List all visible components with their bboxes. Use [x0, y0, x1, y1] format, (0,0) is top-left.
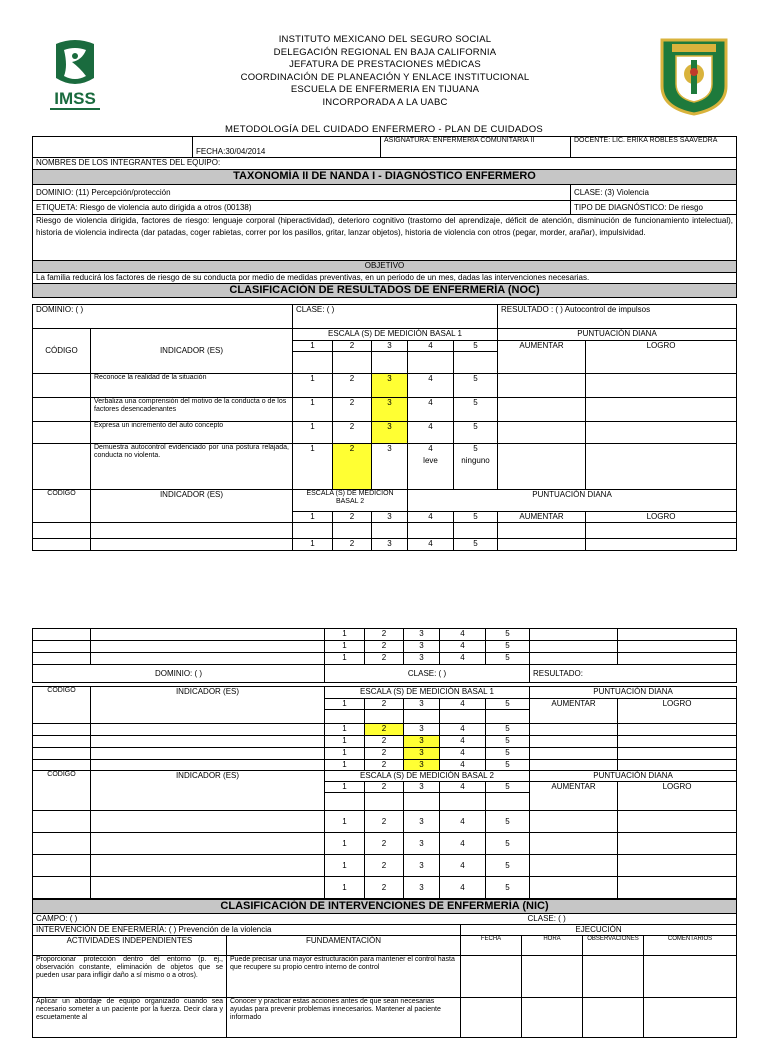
codigo-cell: [33, 374, 91, 398]
score-cell: 4: [440, 877, 486, 899]
score-cell: 4: [440, 629, 486, 641]
codigo-cell: [33, 422, 91, 444]
score-cell: 5: [454, 374, 498, 398]
score-cell: 5: [486, 653, 530, 665]
score-cell: 4: [440, 736, 486, 748]
score-cell: 1: [325, 748, 365, 760]
score-cell: 3: [404, 653, 440, 665]
score-cell: 2: [365, 877, 404, 899]
noc2-dominio: DOMINIO: ( ): [33, 665, 325, 683]
scale-2: 2: [333, 341, 372, 352]
puntuacion-header: PUNTUACIÓN DIANA: [530, 771, 737, 782]
score-cell: 4: [440, 855, 486, 877]
nanda-etiqueta: ETIQUETA: Riesgo de violencia auto dirigida a otros (00138): [33, 201, 571, 215]
noc-clase: CLASE: ( ): [293, 305, 498, 329]
nanda-factores: Riesgo de violencia dirigida, factores de riesgo: lenguaje corporal (hiperactividad), deterioro cognitivo (trastorno del aprendizaje, déficit de atención, disminución de funcionamiento intelectual), historia de violencia indirecta (dar patadas, coger rabietas, correr por los pasillos, gritar, lanzar objetos), historia de violencia con otros (pegar, morder, arañar), impulsividad.: [33, 215, 737, 261]
score-cell: 2: [333, 422, 372, 444]
score-cell: 3: [372, 539, 408, 551]
score-cell: 5: [486, 724, 530, 736]
score-cell-selected: 3: [372, 422, 408, 444]
nic-title: CLASIFICACIÓN DE INTERVENCIONES DE ENFERMERÍA (NIC): [33, 900, 737, 914]
score-cell: 3: [404, 855, 440, 877]
logro-header: LOGRO: [618, 782, 737, 811]
score-cell: 1: [293, 422, 333, 444]
scale-5: 5: [454, 341, 498, 352]
score-cell: 4: [408, 398, 454, 422]
institution-line: ESCUELA DE ENFERMERIA EN TIJUANA: [290, 84, 480, 96]
nic-intervencion: INTERVENCIÓN DE ENFERMERÍA: ( ) Prevención de la violencia: [33, 925, 461, 936]
puntuacion-header: PUNTUACIÓN DIANA: [498, 329, 737, 341]
score-cell: 5: [486, 641, 530, 653]
fecha-header: FECHA: [461, 936, 522, 956]
score-cell: 3: [404, 811, 440, 833]
institution-lines: [170, 34, 600, 110]
score-cell: 1: [325, 877, 365, 899]
score-cell: 4: [408, 374, 454, 398]
score-cell: 1: [325, 855, 365, 877]
scale-3: 3: [372, 512, 408, 523]
institution-line: INSTITUTO MEXICANO DEL SEGURO SOCIAL: [278, 34, 492, 45]
blank-cell: [33, 137, 193, 158]
score-cell: 2: [365, 653, 404, 665]
scale-4: 4: [408, 341, 454, 352]
imss-logo-text: IMSS: [54, 89, 96, 108]
scale-2: 2: [365, 699, 404, 710]
indicador-header: INDICADOR (ES): [91, 687, 325, 724]
scale-2: 2: [365, 782, 404, 793]
scale-3: 3: [404, 782, 440, 793]
escala-header: ESCALA (S) DE MEDICIÓN BASAL 2: [293, 490, 408, 512]
score-cell: 5: [454, 422, 498, 444]
objetivo-label: OBJETIVO: [33, 261, 737, 273]
integrantes-cell: NOMBRES DE LOS INTEGRANTES DEL EQUIPO:: [33, 158, 737, 170]
ninguno-label: ninguno: [461, 456, 490, 465]
nic-clase: CLASE: ( ): [522, 914, 737, 925]
logro-header: LOGRO: [586, 512, 737, 523]
score-cell: 4: [440, 748, 486, 760]
objetivo-text: La familia reducirá los factores de riesgo de su conducta por medio de medidas preventivas, en un periodo de un mes, dadas las intervenciones necesarias.: [33, 273, 737, 284]
score-cell: 4: [440, 811, 486, 833]
escala-header: ESCALA (S) DE MEDICIÓN BASAL 1: [325, 687, 530, 699]
escala-header: ESCALA (S) DE MEDICIÓN BASAL 1: [293, 329, 498, 341]
institution-line: JEFATURA DE PRESTACIONES MÉDICAS: [289, 59, 481, 71]
score-cell: 2: [365, 833, 404, 855]
score-cell: 4: [440, 833, 486, 855]
score-cell: 2: [333, 398, 372, 422]
score-cell: 3: [404, 724, 440, 736]
scale-1: 1: [293, 341, 333, 352]
score-cell: 5: [486, 629, 530, 641]
score-cell: 5: [486, 855, 530, 877]
indicador-header: INDICADOR (ES): [91, 490, 293, 523]
nanda-clase: CLASE: (3) Violencia: [571, 185, 737, 201]
score-cell-selected: 3: [404, 748, 440, 760]
docente-cell: DOCENTE: LIC. ERIKA ROBLES SAAVEDRA: [571, 137, 737, 158]
nanda-title: TAXONOMÍA II DE NANDA I - DIAGNÓSTICO ENFERMERO: [33, 170, 737, 185]
score-cell: 5: [486, 833, 530, 855]
score-cell: 3: [404, 641, 440, 653]
puntuacion-header: PUNTUACIÓN DIANA: [530, 687, 737, 699]
logro-header: LOGRO: [586, 341, 737, 374]
score-cell: 5: [486, 877, 530, 899]
scale-4: 4: [440, 699, 486, 710]
actividad-cell: Aplicar un abordaje de equipo organizado cuando sea necesario someter a un paciente por la fuerza. Decir clara y escuetamente al: [33, 998, 227, 1038]
scale-1: 1: [293, 512, 333, 523]
institution-line: DELEGACIÓN REGIONAL EN BAJA CALIFORNIA: [273, 46, 497, 58]
score-cell-selected: 3: [372, 398, 408, 422]
score-cell: 3: [404, 833, 440, 855]
score-cell: 4: [440, 724, 486, 736]
nic-ejecucion: EJECUCIÓN: [461, 925, 737, 936]
scale-3: 3: [404, 699, 440, 710]
diagnosis-table: [32, 136, 737, 298]
score-cell: 4: [408, 539, 454, 551]
score-cell: 5: [486, 736, 530, 748]
score-cell: 2: [365, 748, 404, 760]
score-cell: 3: [404, 629, 440, 641]
score-cell: 1: [293, 539, 333, 551]
score-cell: 2: [333, 374, 372, 398]
nic-campo: CAMPO: ( ): [33, 914, 522, 925]
institution-line: COORDINACIÓN DE PLANEACIÓN Y ENLACE INSTITUCIONAL: [240, 71, 530, 83]
noc2-table: [32, 686, 737, 899]
score-value: 4: [428, 444, 433, 453]
fundamento-cell: Conocer y practicar estas acciones antes de que sean necesarias ayudas para prevenir problemas innecesarios. Mantener al paciente informado: [227, 998, 461, 1038]
indicator-cell: Reconoce la realidad de la situación: [91, 374, 293, 398]
score-cell: 2: [333, 539, 372, 551]
score-cell: 5: [486, 748, 530, 760]
score-cell-selected: 3: [404, 760, 440, 771]
noc-dominio: DOMINIO: ( ): [33, 305, 293, 329]
codigo-header: CÓDIGO: [33, 687, 91, 724]
aumentar-header: AUMENTAR: [530, 782, 618, 811]
document-title: METODOLOGÍA DEL CUIDADO ENFERMERO - PLAN DE CUIDADOS: [224, 124, 544, 135]
score-cell-selected: 2: [365, 724, 404, 736]
scale-3: 3: [372, 341, 408, 352]
indicador-header: INDICADOR (ES): [91, 329, 293, 374]
escala-header: ESCALA (S) DE MEDICIÓN BASAL 2: [325, 771, 530, 782]
score-cell-selected: 3: [404, 736, 440, 748]
noc-resultado: RESULTADO : ( ) Autocontrol de impulsos: [498, 305, 737, 329]
score-cell: 4: [440, 760, 486, 771]
score-cell: 2: [365, 760, 404, 771]
scale-4: 4: [440, 782, 486, 793]
score-cell: 4: [440, 641, 486, 653]
noc2-clase: CLASE: ( ): [325, 665, 530, 683]
score-cell: 1: [325, 760, 365, 771]
institution-line: INCORPORADA A LA UABC: [322, 96, 448, 108]
indicador-header: INDICADOR (ES): [91, 771, 325, 811]
scale-1: 1: [325, 782, 365, 793]
fundamento-cell: Puede precisar una mayor estructuración para mantener el control hasta que recupere su propio centro interno de control: [227, 956, 461, 998]
score-cell: 2: [365, 855, 404, 877]
logro-header: LOGRO: [618, 699, 737, 724]
score-cell: 1: [325, 653, 365, 665]
score-cell: 1: [293, 444, 333, 490]
score-cell: 5: [454, 398, 498, 422]
scale-5: 5: [486, 782, 530, 793]
codigo-header: CÓDIGO: [33, 771, 91, 811]
noc-table-continued: [32, 628, 737, 683]
imss-logo-icon: [42, 38, 108, 114]
indicator-cell: Verbaliza una comprensión del motivo de la conducta o de los factores desencadenantes: [91, 398, 293, 422]
scale-2: 2: [333, 512, 372, 523]
uabc-seal-icon: [658, 36, 730, 116]
score-cell: 2: [365, 736, 404, 748]
score-cell: 4: [440, 653, 486, 665]
score-cell: 1: [325, 811, 365, 833]
codigo-header: CÓDIGO: [33, 329, 91, 374]
aumentar-header: AUMENTAR: [498, 341, 586, 374]
indicator-cell: Demuestra autocontrol evidenciado por una postura relajada, conducta no violenta.: [91, 444, 293, 490]
noc2-resultado: RESULTADO:: [530, 665, 737, 683]
document-header: [30, 30, 738, 148]
scale-5: 5: [486, 699, 530, 710]
indicator-cell: Expresa un incremento del auto concepto: [91, 422, 293, 444]
score-cell-selected: 2: [333, 444, 372, 490]
score-cell: 5: [486, 760, 530, 771]
scale-1: 1: [325, 699, 365, 710]
score-cell: 2: [365, 641, 404, 653]
score-cell: 5: [454, 539, 498, 551]
scale-4: 4: [408, 512, 454, 523]
score-cell: [454, 444, 498, 490]
score-cell: 1: [325, 641, 365, 653]
score-cell: 2: [365, 629, 404, 641]
codigo-cell: [33, 444, 91, 490]
score-cell: 3: [372, 444, 408, 490]
puntuacion-header: PUNTUACIÓN DIANA: [408, 490, 737, 512]
actividades-header: ACTIVIDADES INDEPENDIENTES: [33, 936, 227, 956]
nanda-dominio: DOMINIO: (11) Percepción/protección: [33, 185, 571, 201]
aumentar-header: AUMENTAR: [530, 699, 618, 724]
noc-title: CLASIFICACIÓN DE RESULTADOS DE ENFERMERÍA (NOC): [33, 284, 737, 298]
score-cell: 1: [325, 736, 365, 748]
score-cell: [408, 444, 454, 490]
fundamentacion-header: FUNDAMENTACIÓN: [227, 936, 461, 956]
aumentar-header: AUMENTAR: [498, 512, 586, 523]
asignatura-cell: ASIGNATURA: ENFERMERIA COMUNITARIA II: [381, 137, 571, 158]
nic-table: [32, 899, 737, 1038]
scale-5: 5: [454, 512, 498, 523]
codigo-cell: [33, 398, 91, 422]
score-cell: 1: [325, 833, 365, 855]
noc-table: [32, 304, 737, 551]
score-value: 5: [473, 444, 478, 453]
score-cell: 1: [293, 398, 333, 422]
score-cell: 1: [293, 374, 333, 398]
score-cell: 1: [325, 724, 365, 736]
fecha-cell: FECHA:30/04/2014: [193, 137, 381, 158]
score-cell-selected: 3: [372, 374, 408, 398]
hora-header: HORA: [522, 936, 583, 956]
score-cell: 3: [404, 877, 440, 899]
score-cell: 5: [486, 811, 530, 833]
score-cell: 2: [365, 811, 404, 833]
score-cell: 4: [408, 422, 454, 444]
observaciones-header: OBSERVACIONES: [583, 936, 644, 956]
score-cell: 1: [325, 629, 365, 641]
nanda-tipo: TIPO DE DIAGNÓSTICO: De riesgo: [571, 201, 737, 215]
comentarios-header: COMENTARIOS: [644, 936, 737, 956]
codigo-header: CÓDIGO: [33, 490, 91, 523]
actividad-cell: Proporcionar protección dentro del entorno (p. ej., observación constante, eliminación de objetos que se pueden usar para infligir daño a sí mismo o a otros).: [33, 956, 227, 998]
leve-label: leve: [423, 456, 438, 465]
